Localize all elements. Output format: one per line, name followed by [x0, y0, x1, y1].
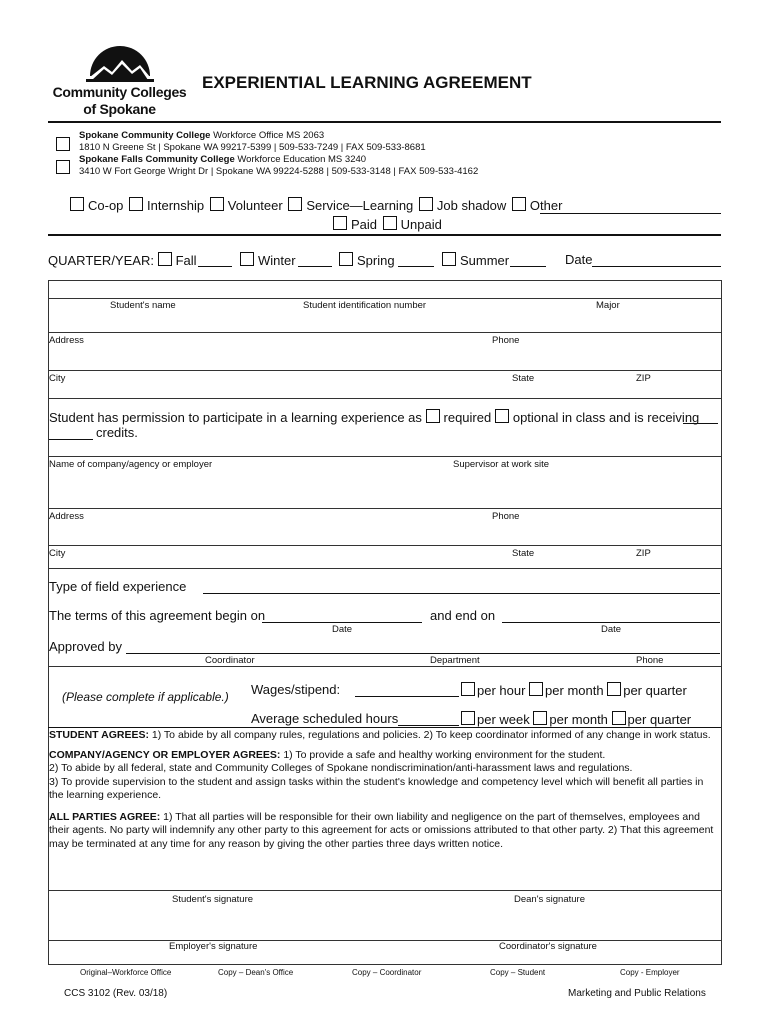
student-address-label: Address — [49, 335, 84, 346]
student-zip-label: ZIP — [636, 373, 651, 384]
employer-address-label: Address — [49, 511, 84, 522]
company-agrees-heading: COMPANY/AGENCY OR EMPLOYER AGREES: — [49, 748, 281, 761]
ccs-logo — [52, 44, 187, 116]
wages-note-text: (Please complete if applicable.) — [62, 690, 229, 704]
employer-state-label: State — [512, 548, 535, 559]
employer-city-label: City — [49, 548, 66, 559]
hours-period-row — [461, 711, 691, 727]
copy-dean: Copy – Dean's Office — [218, 968, 294, 977]
all-parties-heading: ALL PARTIES AGREE: — [49, 810, 161, 823]
permission-text: Student has permission to participate in a learning experience as — [49, 410, 422, 425]
field-type-label: Type of field experience — [49, 579, 187, 594]
approved-field[interactable] — [126, 653, 720, 654]
required-checkbox[interactable] — [426, 409, 440, 423]
scc-office — [79, 130, 426, 153]
per-week-label: per week — [477, 712, 530, 727]
credits-field-b[interactable] — [49, 439, 93, 440]
other-field[interactable] — [540, 213, 721, 214]
student-state-label: State — [512, 373, 535, 384]
approver-phone-caption: Phone — [636, 655, 664, 666]
per-quarter-hours-checkbox[interactable] — [612, 711, 626, 725]
optional-label: optional in class and is receiving — [512, 410, 700, 425]
logo-line2: of Spokane — [83, 101, 156, 117]
job-shadow-label: Job shadow — [436, 198, 507, 213]
company-agrees-item3: 3) To provide supervision to the student and assign tasks within the student's knowledge and competency level which will benefit all parties in the learning experience. — [49, 775, 704, 801]
paid-label: Paid — [351, 217, 378, 232]
logo-line1: Community Colleges — [52, 84, 187, 100]
coop-label: Co-op — [88, 198, 124, 213]
all-parties-text: 1) That all parties will be responsible for their own liability and negligence on the part of themselves, employees and their agents. No party will indemnify any other party to this agreement for acts or omissions attributed to that other party. 2) That this agreement may be terminated at any time for any reason by giving the other parties three days written notice. — [49, 810, 714, 850]
company-agrees-text1: 1) To provide a safe and healthy working environment for the student. — [280, 748, 606, 761]
field-type-field[interactable] — [203, 593, 720, 594]
internship-checkbox[interactable] — [129, 197, 143, 211]
end-date-caption: Date — [601, 624, 622, 635]
student-signature-label: Student's signature — [172, 894, 254, 905]
hours-field[interactable] — [398, 725, 459, 726]
dean-signature-label: Dean's signature — [514, 894, 585, 905]
coordinator-signature-label: Coordinator's signature — [499, 941, 597, 952]
begin-label: The terms of this agreement begin on — [49, 608, 266, 623]
spring-group — [339, 252, 395, 268]
experience-type-row — [70, 197, 562, 213]
spring-label: Spring — [357, 253, 395, 268]
begin-date-field[interactable] — [262, 622, 422, 623]
end-label: and end on — [430, 608, 496, 623]
winter-group — [240, 252, 296, 268]
scc-address: 1810 N Greene St | Spokane WA 99217-5399 | 509-533-7249 | FAX 509-533-8681 — [79, 141, 426, 153]
mountain-logo-icon — [52, 44, 187, 84]
wages-note — [62, 690, 229, 704]
end-date-field[interactable] — [502, 622, 720, 623]
company-agrees-item2: 2) To abide by all federal, state and Community Colleges of Spokane nondiscrimination/anti-harassment laws and regulations. — [49, 762, 633, 774]
form-id: CCS 3102 (Rev. 03/18) — [64, 988, 168, 999]
other-checkbox[interactable] — [512, 197, 526, 211]
sfcc-address: 3410 W Fort George Wright Dr | Spokane WA 99224-5288 | 509-533-3148 | FAX 509-533-4162 — [79, 165, 479, 177]
other-label: Other — [529, 198, 563, 213]
unpaid-checkbox[interactable] — [383, 216, 397, 230]
unpaid-label: Unpaid — [400, 217, 442, 232]
per-hour-checkbox[interactable] — [461, 682, 475, 696]
wages-period-row — [461, 682, 687, 698]
paid-checkbox[interactable] — [333, 216, 347, 230]
student-id-label: Student identification number — [303, 300, 427, 311]
per-month-hours-label: per month — [549, 712, 608, 727]
scc-office-text: Workforce Office MS 2063 — [210, 130, 325, 141]
hours-label: Average scheduled hours — [251, 711, 399, 726]
sfcc-name: Spokane Falls Community College — [79, 154, 235, 165]
student-city-label: City — [49, 373, 66, 384]
summer-group — [442, 252, 509, 268]
company-agrees — [49, 749, 717, 763]
wages-field[interactable] — [355, 696, 459, 697]
department-caption: Department — [430, 655, 480, 666]
supervisor-label: Supervisor at work site — [453, 459, 550, 470]
job-shadow-checkbox[interactable] — [419, 197, 433, 211]
coop-checkbox[interactable] — [70, 197, 84, 211]
winter-checkbox[interactable] — [240, 252, 254, 266]
paid-row — [333, 216, 442, 232]
summer-checkbox[interactable] — [442, 252, 456, 266]
student-agrees-heading: STUDENT AGREES: — [49, 729, 149, 741]
date-label: Date — [565, 252, 593, 267]
begin-date-caption: Date — [332, 624, 353, 635]
volunteer-checkbox[interactable] — [210, 197, 224, 211]
credits-label: credits. — [96, 425, 138, 440]
student-agrees-text: 1) To abide by all company rules, regulations and policies. 2) To keep coordinator informed of any change in work status. — [148, 729, 711, 741]
internship-label: Internship — [147, 198, 205, 213]
per-week-checkbox[interactable] — [461, 711, 475, 725]
quarter-label: QUARTER/YEAR: — [48, 253, 154, 268]
copy-original: Original–Workforce Office — [80, 968, 172, 977]
per-month-label: per month — [545, 683, 604, 698]
fall-checkbox[interactable] — [158, 252, 172, 266]
required-label: required — [443, 410, 492, 425]
agreements-block — [49, 729, 717, 851]
quarter-row — [48, 252, 197, 268]
spring-field[interactable] — [398, 266, 434, 267]
sfcc-office-checkbox[interactable] — [56, 160, 70, 174]
service-learning-label: Service—Learning — [306, 198, 414, 213]
volunteer-label: Volunteer — [227, 198, 283, 213]
summer-label: Summer — [460, 253, 510, 268]
quarter-date-field[interactable] — [592, 266, 721, 267]
company-name-label: Name of company/agency or employer — [49, 459, 213, 470]
copy-student: Copy – Student — [490, 968, 546, 977]
student-agrees — [49, 729, 717, 743]
per-quarter-hours-label: per quarter — [627, 712, 692, 727]
sfcc-office — [79, 154, 478, 177]
page-title: EXPERIENTIAL LEARNING AGREEMENT — [202, 73, 532, 92]
per-hour-label: per hour — [477, 683, 526, 698]
coordinator-caption: Coordinator — [205, 655, 255, 666]
credits-field-a[interactable] — [683, 423, 718, 424]
winter-label: Winter — [258, 253, 296, 268]
fall-label: Fall — [175, 253, 197, 268]
optional-checkbox[interactable] — [495, 409, 509, 423]
major-label: Major — [596, 300, 620, 311]
copy-employer: Copy - Employer — [620, 968, 680, 977]
student-phone-label: Phone — [492, 335, 520, 346]
fall-field[interactable] — [198, 266, 232, 267]
per-month-hours-checkbox[interactable] — [533, 711, 547, 725]
employer-signature-label: Employer's signature — [169, 941, 258, 952]
employer-phone-label: Phone — [492, 511, 520, 522]
winter-field[interactable] — [298, 266, 332, 267]
copy-coordinator: Copy – Coordinator — [352, 968, 422, 977]
wages-label: Wages/stipend: — [251, 682, 341, 697]
per-quarter-checkbox[interactable] — [607, 682, 621, 696]
all-parties-agree — [49, 811, 717, 852]
scc-office-checkbox[interactable] — [56, 137, 70, 151]
permission-row — [49, 409, 699, 425]
sfcc-office-text: Workforce Education MS 3240 — [234, 154, 367, 165]
per-quarter-label: per quarter — [623, 683, 687, 698]
spring-checkbox[interactable] — [339, 252, 353, 266]
employer-zip-label: ZIP — [636, 548, 651, 559]
footer-dept: Marketing and Public Relations — [568, 988, 706, 999]
per-month-checkbox[interactable] — [529, 682, 543, 696]
service-learning-checkbox[interactable] — [288, 197, 302, 211]
summer-field[interactable] — [510, 266, 546, 267]
scc-name: Spokane Community College — [79, 130, 211, 141]
student-name-label: Student's name — [110, 300, 176, 311]
approved-label: Approved by — [49, 639, 122, 654]
